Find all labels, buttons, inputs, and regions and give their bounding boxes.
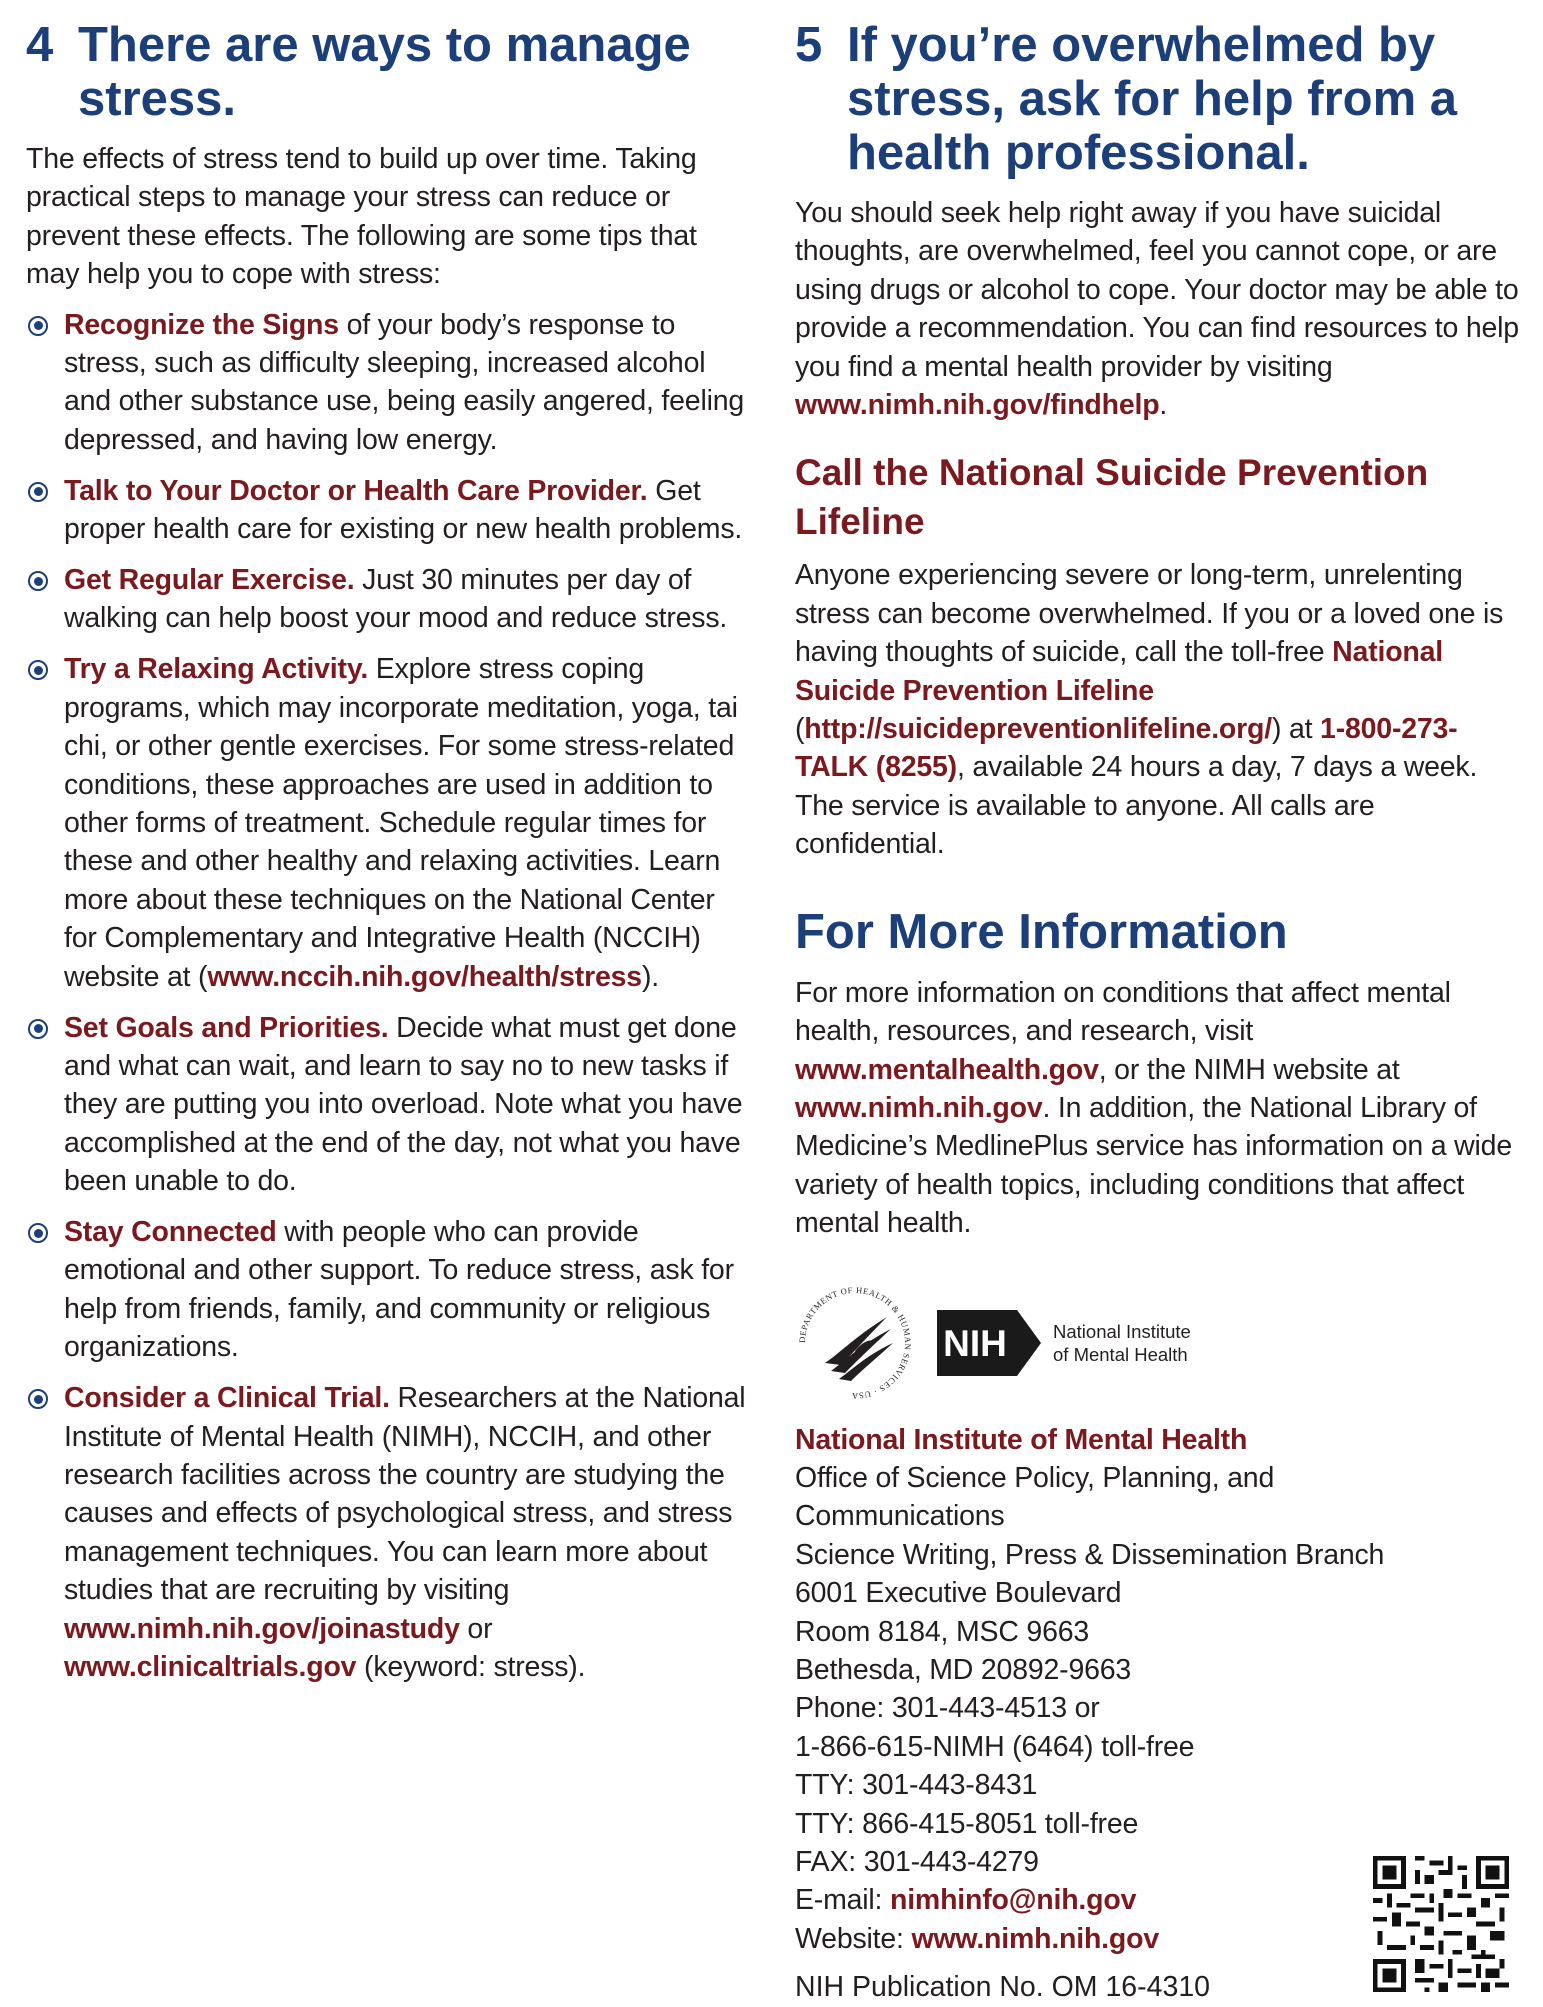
email-link[interactable]: nimhinfo@nih.gov	[890, 1884, 1137, 1917]
section-title: If you’re overwhelmed by stress, ask for help from a health professional.	[847, 18, 1458, 180]
tip-text-middle: or	[459, 1612, 493, 1645]
address-line: Bethesda, MD 20892-9663	[795, 1653, 1132, 1686]
tip-stay-connected	[26, 1213, 752, 1367]
address-line: Office of Science Policy, Planning, and	[795, 1461, 1275, 1494]
tip-regular-exercise	[26, 561, 752, 638]
address-line: 6001 Executive Boulevard	[795, 1577, 1122, 1610]
lifeline-url-link[interactable]: http://suicidepreventionlifeline.org/	[804, 713, 1272, 746]
lifeline-text: ) at	[1271, 713, 1321, 746]
info-text: , or the NIMH website at	[1098, 1053, 1400, 1086]
org-name: National Institute of Mental Health	[795, 1423, 1248, 1456]
tip-text-after: (keyword: stress).	[356, 1651, 586, 1684]
nih-institute-name	[1053, 1320, 1191, 1366]
bullet-icon	[28, 482, 48, 502]
bullet-icon	[28, 571, 48, 591]
bullet-icon	[28, 660, 48, 680]
tip-lead: Stay Connected	[64, 1216, 277, 1249]
address-line: Communications	[795, 1500, 1005, 1533]
qr-code-icon[interactable]	[1373, 1856, 1509, 1992]
tty-tollfree-line: TTY: 866-415-8051 toll-free	[795, 1807, 1139, 1840]
section-5-heading	[795, 18, 1520, 180]
tip-lead: Consider a Clinical Trial.	[64, 1382, 390, 1415]
hhs-seal-text: DEPARTMENT OF HEALTH & HUMAN SERVICES · USA	[796, 1284, 914, 1401]
website-label: Website:	[795, 1922, 912, 1955]
address-line: Science Writing, Press & Dissemination Branch	[795, 1538, 1385, 1571]
logos-row	[795, 1283, 1520, 1403]
lifeline-heading: Call the National Suicide Prevention Lifeline	[795, 452, 1429, 543]
lifeline-phone[interactable]: 1-800-273-TALK (8255)	[795, 713, 1458, 784]
tollfree-line: 1-866-615-NIMH (6464) toll-free	[795, 1730, 1195, 1763]
tip-lead: Recognize the Signs	[64, 308, 339, 341]
help-paragraph	[795, 194, 1520, 424]
tip-goals-priorities	[26, 1009, 752, 1201]
tip-text-after: ).	[641, 960, 659, 993]
nih-name-line: of Mental Health	[1053, 1343, 1188, 1365]
lifeline-text: Anyone experiencing severe or long-term, unrelenting stress can become overwhelmed. If you or a loved one is having thoughts of suicide, call the toll-free	[795, 559, 1504, 669]
section-number: 5	[795, 18, 823, 72]
address-line: Room 8184, MSC 9663	[795, 1615, 1090, 1648]
lifeline-name: National Suicide Prevention Lifeline	[795, 636, 1443, 707]
tip-talk-to-doctor	[26, 472, 752, 549]
section-number: 4	[26, 18, 54, 72]
email-label: E-mail:	[795, 1884, 890, 1917]
tip-lead: Talk to Your Doctor or Health Care Provider.	[64, 474, 648, 507]
left-column	[26, 0, 752, 1699]
nih-name-line: National Institute	[1053, 1320, 1191, 1342]
tip-lead: Set Goals and Priorities.	[64, 1011, 389, 1044]
fax-line: FAX: 301-443-4279	[795, 1846, 1039, 1878]
tip-text: Researchers at the National Institute of Mental Health (NIMH), NCCIH, and other research facilities across the country are studying the causes and effects of psychological stress, and stress management techniques. You can learn more about studies that are recruiting by visiting	[64, 1382, 746, 1607]
phone-line: Phone: 301-443-4513 or	[795, 1692, 1100, 1725]
tips-list	[26, 306, 752, 1687]
joinastudy-link[interactable]: www.nimh.nih.gov/joinastudy	[64, 1612, 460, 1645]
hhs-seal-icon	[795, 1283, 915, 1403]
info-text: For more information on conditions that affect mental health, resources, and research, visit	[795, 976, 1451, 1048]
section-4-heading	[26, 18, 752, 126]
tip-text: Decide what must get done and what can wait, and learn to say no to new tasks if they are putting you into overload. Note what you have accomplished at the end of the day, not what you have been unable to do.	[64, 1011, 743, 1198]
nccih-link[interactable]: www.nccih.nih.gov/health/stress	[207, 960, 642, 993]
website-link[interactable]: www.nimh.nih.gov	[911, 1922, 1159, 1955]
nih-badge-icon	[937, 1310, 1041, 1376]
tip-text: with people who can provide emotional and other support. To reduce stress, ask for help from friends, family, and community or religious organizations.	[64, 1216, 734, 1364]
tip-recognize-signs	[26, 306, 752, 460]
info-text: . In addition, the National Library of Medicine’s MedlinePlus service has information on a wide variety of health topics, including conditions that affect mental health.	[795, 1091, 1512, 1240]
nih-badge-text: NIH	[943, 1322, 1007, 1364]
tip-lead: Try a Relaxing Activity.	[64, 653, 369, 686]
nih-logo	[937, 1310, 1191, 1376]
lifeline-text: (	[795, 713, 805, 746]
tip-text: of your body’s response to stress, such as difficulty sleeping, increased alcohol and other substance use, being easily angered, feeling depressed, and having low energy.	[64, 308, 745, 456]
bullet-icon	[28, 1019, 48, 1039]
bullet-icon	[28, 316, 48, 336]
bullet-icon	[28, 1389, 48, 1409]
more-info-heading: For More Information	[795, 904, 1288, 959]
lifeline-paragraph	[795, 556, 1520, 863]
help-text: You should seek help right away if you have suicidal thoughts, are overwhelmed, feel you cannot cope, or are using drugs or alcohol to cope. Your doctor may be able to provide a recommendation. You can find resources to help you find a mental health provider by visiting	[795, 197, 1519, 383]
tip-lead: Get Regular Exercise.	[64, 564, 355, 597]
right-column	[795, 0, 1520, 2007]
more-info-paragraph	[795, 974, 1520, 1243]
tip-clinical-trial	[26, 1379, 752, 1686]
publication-number: NIH Publication No. OM 16-4310	[795, 1971, 1211, 2004]
help-after: .	[1159, 389, 1168, 422]
tty-line: TTY: 301-443-8431	[795, 1769, 1038, 1802]
clinicaltrials-link[interactable]: www.clinicaltrials.gov	[64, 1651, 357, 1684]
tip-relaxing-activity	[26, 650, 752, 996]
intro-paragraph: The effects of stress tend to build up over time. Taking practical steps to manage your stress can reduce or prevent these effects. The following are some tips that may help you to cope with stress:	[26, 143, 697, 291]
mentalhealth-gov-link[interactable]: www.mentalhealth.gov	[795, 1053, 1099, 1086]
tip-text: Just 30 minutes per day of walking can help boost your mood and reduce stress.	[64, 564, 728, 635]
nimh-website-link[interactable]: www.nimh.nih.gov	[795, 1091, 1043, 1124]
tip-text: Get proper health care for existing or new health problems.	[64, 474, 743, 546]
tip-text: Explore stress coping programs, which may incorporate meditation, yoga, tai chi, or other gentle exercises. For some stress-related conditions, these approaches are used in addition to other forms of treatment. Schedule regular times for these and other healthy and relaxing activities. Learn more about these techniques on the National Center for Complementary and Integrative Health (NCCIH) website at (	[64, 653, 738, 993]
bullet-icon	[28, 1223, 48, 1243]
lifeline-text: , available 24 hours a day, 7 days a week. The service is available to anyone. All calls are confidential.	[795, 751, 1478, 861]
section-title: There are ways to manage stress.	[78, 18, 691, 126]
findhelp-link[interactable]: www.nimh.nih.gov/findhelp	[795, 389, 1160, 422]
